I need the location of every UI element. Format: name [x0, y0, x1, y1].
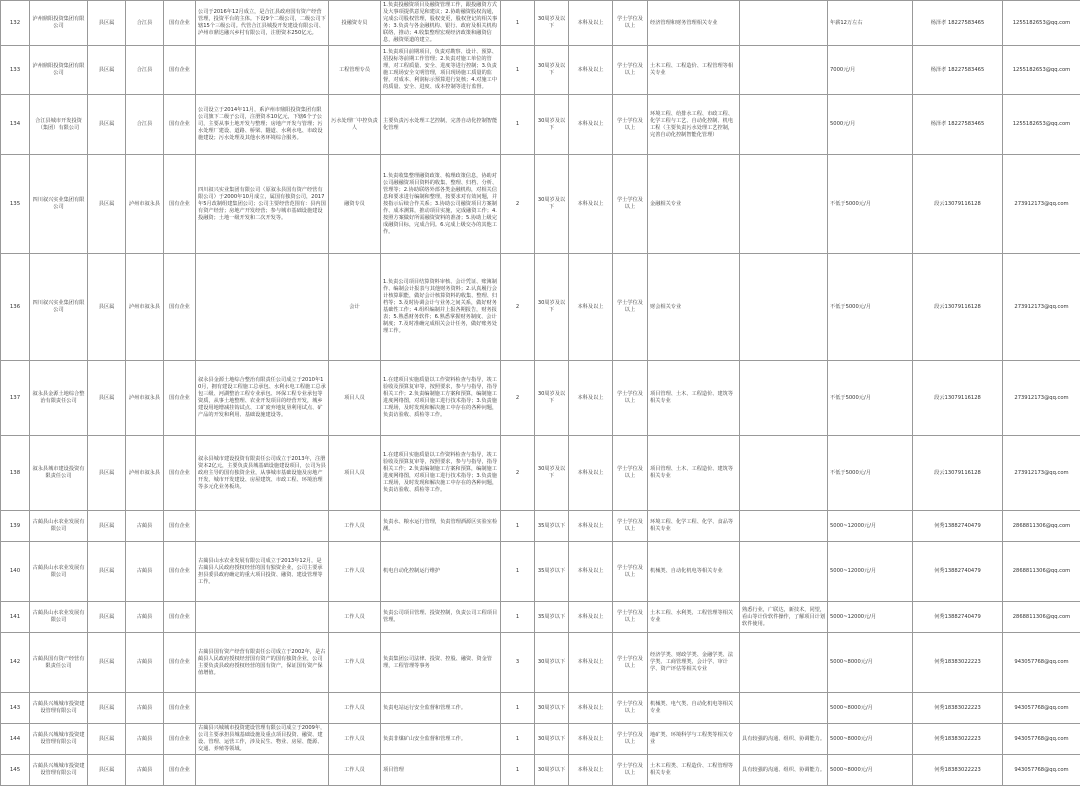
cell-major: 环境工程、给排水工程、市政工程、化学工程与工艺、自动化控制、机电工程（主要负责污水处理工艺控制，完善自动化控制智能化管理） [648, 95, 740, 155]
cell-age: 30周岁及以下 [535, 1, 569, 46]
cell-post: 工作人员 [329, 693, 381, 724]
cell-level: 县区属 [88, 361, 126, 436]
cell-num: 1 [501, 724, 535, 755]
cell-no: 141 [1, 602, 30, 633]
table-row [1, 436, 1080, 511]
cell-edu: 本科及以上 [569, 602, 613, 633]
cell-no: 138 [1, 436, 30, 511]
cell-salary: 5000~12000元/月 [828, 602, 913, 633]
cell-edu: 本科及以上 [569, 1, 613, 46]
cell-no: 143 [1, 693, 30, 724]
cell-no: 134 [1, 95, 30, 155]
cell-major: 项目管理、土木、工程造价、建筑等相关专业 [648, 436, 740, 511]
cell-age: 30周岁及以下 [535, 361, 569, 436]
cell-duty: 负责公司项目管理、投资控制，负责公司工程项目管理。 [381, 602, 501, 633]
table-row [1, 46, 1080, 95]
table-row [1, 511, 1080, 542]
cell-duty: 1.负责公司项目结算资料审核、会计凭证、账簿制作、编制会计报表与其他财务资料；2.认真履行会计核算职能，做好会计核算资料的收集、整理、归档等；3.及时协调会计与业务之间关系，做好财务基础性工作；4.组织编制并上报各期报告，财务报表；5.熟悉财务软件；6.熟悉掌握财务制度、会计制度；7.及时准确完成相关会计任务，做好账务处理工作。 [381, 254, 501, 361]
cell-requirement [740, 633, 828, 693]
cell-email: 1255182653@qq.com [1003, 95, 1080, 155]
cell-edu: 本科及以上 [569, 511, 613, 542]
cell-contact: 何秀18383022223 [913, 633, 1003, 693]
cell-age: 30周岁以下 [535, 693, 569, 724]
cell-contact: 何秀18383022223 [913, 755, 1003, 786]
cell-post: 投融资专员 [329, 1, 381, 46]
cell-location: 古蔺县 [126, 755, 164, 786]
cell-type: 国有企业 [164, 1, 196, 46]
cell-degree: 学士学位及以上 [613, 155, 648, 254]
cell-contact: 何秀13882740479 [913, 542, 1003, 602]
cell-level: 县区属 [88, 693, 126, 724]
cell-salary: 年薪12万左右 [828, 1, 913, 46]
cell-major: 土木工程、水利类、工程管理等相关专业 [648, 602, 740, 633]
cell-major: 环境工程、化学工程、化学、食品等相关专业 [648, 511, 740, 542]
cell-major: 财会相关专业 [648, 254, 740, 361]
cell-contact: 何秀18383022223 [913, 724, 1003, 755]
cell-post: 融资专员 [329, 155, 381, 254]
cell-location: 泸州市叙永县 [126, 254, 164, 361]
cell-email: 1255182653@qq.com [1003, 1, 1080, 46]
cell-num: 2 [501, 436, 535, 511]
cell-level: 县区属 [88, 511, 126, 542]
cell-degree: 学士学位及以上 [613, 633, 648, 693]
cell-email: 273912173@qq.com [1003, 361, 1080, 436]
cell-contact: 何秀18383022223 [913, 693, 1003, 724]
cell-contact: 段云13079116128 [913, 436, 1003, 511]
cell-requirement [740, 1, 828, 46]
cell-salary: 不低于5000元/月 [828, 254, 913, 361]
cell-duty: 1.负责收集整理融资政策、梳理政策信息，协助对公司融融资项目资料的收集、整理、归档、分析、管理等；2.协助联络外部各类金融机构，对相关信息和要求进行编制和整理，按要求对有效问题，并按指示后续合作关系；3.协助公司融资项目方案制作、成本测算，推动项目实施，完成融资工作；4.按照方案做好所需融资资料的准备；5.协助上级完成融资目标，完成合同。6.完成上级交办的其他工作。 [381, 155, 501, 254]
cell-num: 1 [501, 1, 535, 46]
cell-unit: 古蔺县兴城城市投资建设管理有限公司 [30, 693, 88, 724]
cell-requirement [740, 95, 828, 155]
cell-contact: 段云13079116128 [913, 155, 1003, 254]
cell-degree: 学士学位及以上 [613, 602, 648, 633]
cell-email: 943057768@qq.com [1003, 633, 1080, 693]
cell-age: 30周岁及以下 [535, 95, 569, 155]
cell-salary: 不低于5000元/月 [828, 436, 913, 511]
cell-unit: 四川叙兴实业集团有限公司 [30, 254, 88, 361]
cell-contact: 何秀13882740479 [913, 511, 1003, 542]
cell-contact: 杨泽孝 18227583465 [913, 1, 1003, 46]
cell-contact: 何秀13882740479 [913, 602, 1003, 633]
cell-intro: 公司于2016年12月成立，是合江县政府国有资产经营管理，投资平台的主体。下设9个二级公司，二级公司下辖15个三级公司。代管合江县城投开发建设有限公司、泸州市鼎达融兴乡村有限公司，注册资本250亿元。 [196, 1, 329, 46]
cell-location: 合江县 [126, 95, 164, 155]
cell-edu: 本科及以上 [569, 436, 613, 511]
cell-requirement [740, 254, 828, 361]
cell-requirement [740, 361, 828, 436]
table-row [1, 95, 1080, 155]
cell-intro [196, 254, 329, 361]
cell-major: 机械类、电气类、自动化机电等相关专业 [648, 693, 740, 724]
cell-location: 合江县 [126, 1, 164, 46]
cell-email: 943057768@qq.com [1003, 724, 1080, 755]
cell-post: 项目人员 [329, 436, 381, 511]
cell-location: 泸州市叙永县 [126, 436, 164, 511]
cell-age: 30周岁及以下 [535, 46, 569, 95]
cell-degree: 学士学位及以上 [613, 724, 648, 755]
cell-intro [196, 693, 329, 724]
cell-unit: 泸州鼎阳投资集团有限公司 [30, 1, 88, 46]
cell-age: 30周岁以下 [535, 724, 569, 755]
cell-post: 工程管理专员 [329, 46, 381, 95]
cell-duty: 1.负责投融资项目及融资管理工作，跟投融资方式及大事项提供意见和建议；2.协助融资股权沟通，完成公司股权管理，股权变更，股权登记的相关事务；3.负责与各金融机构、银行、政府及相关机构联络，推动；4.收集整理宏观经济政策和融资信息，融资渠道的建立。 [381, 1, 501, 46]
cell-location: 古蔺县 [126, 724, 164, 755]
cell-intro [196, 46, 329, 95]
cell-email: 273912173@qq.com [1003, 254, 1080, 361]
cell-type: 国有企业 [164, 693, 196, 724]
cell-duty: 项目管理 [381, 755, 501, 786]
cell-email: 943057768@qq.com [1003, 693, 1080, 724]
cell-intro [196, 755, 329, 786]
cell-unit: 古蔺县兴城城市投资建设管理有限公司 [30, 755, 88, 786]
cell-salary: 7000元/月 [828, 46, 913, 95]
cell-type: 国有企业 [164, 361, 196, 436]
cell-no: 142 [1, 633, 30, 693]
cell-age: 35周岁以下 [535, 511, 569, 542]
cell-intro: 四川叙兴实业集团有限公司（原叙永县国有资产经营有限公司）于2000年10月成立，属国有独资公司，2017年5月改制组建集团公司；公司主要经营范围有：县内国有资产经营；房地产开发经营；参与城市基础设施建设投融资；土地一级开发和二次开发等。 [196, 155, 329, 254]
cell-email: 943057768@qq.com [1003, 755, 1080, 786]
cell-duty: 机电自动化控制运行维护 [381, 542, 501, 602]
cell-num: 1 [501, 511, 535, 542]
cell-requirement: 熟悉行业，广联达，新技术，同望，看山等计价软件操作，了解项目计划软件使用。 [740, 602, 828, 633]
cell-requirement [740, 511, 828, 542]
cell-requirement [740, 436, 828, 511]
cell-type: 国有企业 [164, 254, 196, 361]
cell-no: 136 [1, 254, 30, 361]
cell-email: 273912173@qq.com [1003, 436, 1080, 511]
cell-age: 30周岁及以下 [535, 254, 569, 361]
cell-salary: 5000元/月 [828, 95, 913, 155]
cell-location: 古蔺县 [126, 511, 164, 542]
cell-post: 工作人员 [329, 542, 381, 602]
cell-location: 古蔺县 [126, 542, 164, 602]
cell-intro: 古蔺县国有资产经营有限责任公司成立于2002年，是古蔺县人民政府授权经营国有资产的国有独资企业，公司主要负责县政府授权经营的国有资产，保证国有资产保值增值。 [196, 633, 329, 693]
cell-type: 国有企业 [164, 633, 196, 693]
cell-age: 35周岁以下 [535, 542, 569, 602]
cell-num: 2 [501, 254, 535, 361]
cell-level: 县区属 [88, 436, 126, 511]
cell-type: 国有企业 [164, 95, 196, 155]
cell-edu: 本科及以上 [569, 254, 613, 361]
cell-major: 地矿类、环境科学与工程类等相关专业 [648, 724, 740, 755]
cell-salary: 5000~12000元/月 [828, 542, 913, 602]
cell-unit: 泸州鼎阳投资集团有限公司 [30, 46, 88, 95]
cell-major: 经济管理和财务管理相关专业 [648, 1, 740, 46]
cell-type: 国有企业 [164, 755, 196, 786]
cell-intro: 叙永县城市建设投资有限责任公司成立于2013年，注册资本2亿元，主要负责县城基础设施建设项目，公司为县政府主导的国有独资企业，从事城市基础设施及房地产开发、城市开发建设、房屋建筑、市政工程、环境治理等多元化业务板块。 [196, 436, 329, 511]
cell-requirement: 具有较强的沟通、组织、协调能力。 [740, 755, 828, 786]
cell-post: 工作人员 [329, 724, 381, 755]
cell-duty: 负责非煤矿山安全监督和管理工作。 [381, 724, 501, 755]
cell-requirement [740, 542, 828, 602]
table-row [1, 633, 1080, 693]
cell-edu: 本科及以上 [569, 95, 613, 155]
cell-post: 会计 [329, 254, 381, 361]
cell-level: 县区属 [88, 724, 126, 755]
cell-level: 县区属 [88, 542, 126, 602]
cell-unit: 四川叙兴实业集团有限公司 [30, 155, 88, 254]
cell-requirement: 具有较强的沟通、组织、协调能力。 [740, 724, 828, 755]
cell-edu: 本科及以上 [569, 46, 613, 95]
cell-duty: 负责电站运行安全监督和管理工作。 [381, 693, 501, 724]
cell-type: 国有企业 [164, 46, 196, 95]
cell-no: 137 [1, 361, 30, 436]
cell-level: 县区属 [88, 155, 126, 254]
cell-edu: 本科及以上 [569, 542, 613, 602]
cell-location: 古蔺县 [126, 693, 164, 724]
cell-no: 145 [1, 755, 30, 786]
cell-level: 县区属 [88, 602, 126, 633]
cell-unit: 古蔺县国有资产经营有限责任公司 [30, 633, 88, 693]
cell-edu: 本科及以上 [569, 155, 613, 254]
cell-num: 1 [501, 46, 535, 95]
cell-major: 土木工程类、工程造价、工程管理等相关专业 [648, 755, 740, 786]
table-row [1, 693, 1080, 724]
table-row [1, 542, 1080, 602]
cell-requirement [740, 693, 828, 724]
cell-type: 国有企业 [164, 602, 196, 633]
cell-degree: 学士学位及以上 [613, 1, 648, 46]
cell-salary: 不低于5000元/月 [828, 361, 913, 436]
cell-major: 金融相关专业 [648, 155, 740, 254]
cell-type: 国有企业 [164, 155, 196, 254]
cell-degree: 学士学位及以上 [613, 542, 648, 602]
table-row [1, 1, 1080, 46]
cell-email: 2868811306@qq.com [1003, 602, 1080, 633]
cell-no: 132 [1, 1, 30, 46]
cell-unit: 古蔺县山水农业发展有限公司 [30, 542, 88, 602]
cell-level: 县区属 [88, 633, 126, 693]
cell-age: 35周岁以下 [535, 602, 569, 633]
cell-no: 139 [1, 511, 30, 542]
cell-salary: 5000~8000元/月 [828, 633, 913, 693]
cell-email: 1255182653@qq.com [1003, 46, 1080, 95]
cell-contact: 段云13079116128 [913, 254, 1003, 361]
cell-edu: 本科及以上 [569, 633, 613, 693]
cell-salary: 5000~8000元/月 [828, 693, 913, 724]
cell-degree: 学士学位及以上 [613, 693, 648, 724]
cell-unit: 古蔺县兴城城市投资建设管理有限公司 [30, 724, 88, 755]
cell-num: 1 [501, 542, 535, 602]
cell-unit: 合江县城市开发投资（集团）有限公司 [30, 95, 88, 155]
cell-unit: 古蔺县山水农业发展有限公司 [30, 511, 88, 542]
table-row [1, 361, 1080, 436]
cell-post: 工作人员 [329, 633, 381, 693]
cell-intro: 叙永县金源土地综合整治有限责任公司成立于2010年10月，拥有建设工程施工总承包、水利水电工程施工总承包三级、河湖整治工程专业承包、环保工程专业承包等资质，从事土地整理、农业开发项目的经营开发，城乡建设用地增减挂钩试点、工矿废弃地复垦利用试点、矿产品的开发和利用、基础设施建设等。 [196, 361, 329, 436]
cell-intro: 古蔺县山水农业发展有限公司成立于2013年12月，是古蔺县人民政府授权经营的国有独资企业，公司主要承担县委县政府确定的重大项目投资、融资、建设管理等工作。 [196, 542, 329, 602]
cell-degree: 学士学位及以上 [613, 254, 648, 361]
cell-post: 项目人员 [329, 361, 381, 436]
cell-edu: 本科及以上 [569, 755, 613, 786]
table-row [1, 724, 1080, 755]
cell-salary: 不低于5000元/月 [828, 155, 913, 254]
cell-major: 经济学类、财政学类、金融学类、法学类、工商管理类、会计学、审计学、资产评估等相关专业 [648, 633, 740, 693]
cell-degree: 学士学位及以上 [613, 361, 648, 436]
cell-location: 古蔺县 [126, 602, 164, 633]
cell-num: 3 [501, 633, 535, 693]
cell-intro: 古蔺县兴城城市投资建设管理有限公司成立于2009年，公司主要承担县城基础设施及重点项目投资、融资、建设、管理、运营工作，涉及民生、物业、房屋、能源、交通、养殖等领域。 [196, 724, 329, 755]
cell-level: 县区属 [88, 254, 126, 361]
cell-unit: 叙永县金源土地综合整治有限责任公司 [30, 361, 88, 436]
cell-age: 30周岁及以下 [535, 436, 569, 511]
cell-post: 工作人员 [329, 602, 381, 633]
cell-level: 县区属 [88, 755, 126, 786]
cell-no: 135 [1, 155, 30, 254]
cell-unit: 叙永县城市建设投资有限责任公司 [30, 436, 88, 511]
cell-degree: 学士学位及以上 [613, 46, 648, 95]
cell-salary: 5000~12000元/月 [828, 511, 913, 542]
cell-post: 工作人员 [329, 511, 381, 542]
cell-intro: 公司设立于2014年11月，系泸州市鼎阳投资集团有限公司旗下二级子公司，注册资本10亿元，下辖6个子公司，主要从事土地开发与整理；房地产开发与管理；污水处理厂建设、道路、桥梁、隧道、水利水电、市政设施建设；污水处理及其他水务环境综合服务。 [196, 95, 329, 155]
cell-num: 1 [501, 95, 535, 155]
cell-age: 30周岁以下 [535, 755, 569, 786]
cell-contact: 段云13079116128 [913, 361, 1003, 436]
cell-num: 1 [501, 693, 535, 724]
cell-salary: 5000~8000元/月 [828, 724, 913, 755]
cell-num: 1 [501, 755, 535, 786]
cell-degree: 学士学位及以上 [613, 95, 648, 155]
cell-age: 30周岁及以下 [535, 155, 569, 254]
cell-no: 144 [1, 724, 30, 755]
cell-contact: 杨泽孝 18227583465 [913, 46, 1003, 95]
table-row [1, 155, 1080, 254]
cell-degree: 学士学位及以上 [613, 755, 648, 786]
cell-degree: 学士学位及以上 [613, 436, 648, 511]
cell-duty: 主要负责污水处理工艺控制，完善自动化控制智能化管理 [381, 95, 501, 155]
cell-edu: 本科及以上 [569, 361, 613, 436]
cell-requirement [740, 46, 828, 95]
cell-location: 泸州市叙永县 [126, 361, 164, 436]
cell-salary: 5000~8000元/月 [828, 755, 913, 786]
cell-requirement [740, 155, 828, 254]
cell-edu: 本科及以上 [569, 724, 613, 755]
table-row [1, 254, 1080, 361]
cell-no: 133 [1, 46, 30, 95]
cell-location: 合江县 [126, 46, 164, 95]
cell-email: 273912173@qq.com [1003, 155, 1080, 254]
cell-email: 2868811306@qq.com [1003, 542, 1080, 602]
cell-intro [196, 602, 329, 633]
cell-major: 项目管理、土木、工程造价、建筑等相关专业 [648, 361, 740, 436]
cell-num: 2 [501, 361, 535, 436]
cell-duty: 负责水、粮水运行管理，负责管理酒源区实验室检测。 [381, 511, 501, 542]
cell-email: 2868811306@qq.com [1003, 511, 1080, 542]
cell-age: 30周岁以下 [535, 633, 569, 693]
cell-type: 国有企业 [164, 724, 196, 755]
table-row [1, 755, 1080, 786]
cell-duty: 1.在建项目实施质量以工作资料检查与指导，竣工验收及预算复审等，按照要求，参与与指导，指导相关工作；2.负责编制施工方案和预算，编制施工进度网络图，对项目施工进行技术指导；3.负责施工现场，及时发现和解决施工中存在的各种问题，负责访验收、质检等工作。 [381, 361, 501, 436]
cell-type: 国有企业 [164, 542, 196, 602]
cell-duty: 1.在建项目实施质量以工作资料检查与指导，竣工验收及预算复审等，按照要求，参与与指导，指导相关工作；2.负责编制施工方案和预算，编制施工进度网络图，对项目施工进行技术指导；3.负责施工现场，及时发现和解决施工中存在的各种问题，负责访验收、质检等工作。 [381, 436, 501, 511]
cell-level: 县区属 [88, 1, 126, 46]
cell-major: 机械类、自动化机电等相关专业 [648, 542, 740, 602]
cell-num: 1 [501, 602, 535, 633]
cell-degree: 学士学位及以上 [613, 511, 648, 542]
cell-location: 古蔺县 [126, 633, 164, 693]
table-row [1, 602, 1080, 633]
cell-major: 土木工程、工程造价、工程管理等相关专业 [648, 46, 740, 95]
cell-post: 工作人员 [329, 755, 381, 786]
cell-type: 国有企业 [164, 511, 196, 542]
cell-unit: 古蔺县山水农业发展有限公司 [30, 602, 88, 633]
cell-edu: 本科及以上 [569, 693, 613, 724]
cell-no: 140 [1, 542, 30, 602]
cell-type: 国有企业 [164, 436, 196, 511]
cell-num: 2 [501, 155, 535, 254]
cell-level: 县区属 [88, 46, 126, 95]
cell-duty: 1.负责项目前期项目，负责对勘察、设计、预算、招投标等前期工作管理；2.负责对施工单位的管理，对工程质量、安全、进度等进行控制；3.负责施工现场安全文明管理，项目现场施工质量的监督，对成本、利润标示预算进行复核；4.对施工中的质量、安全、进度、成本控制等进行监督。 [381, 46, 501, 95]
cell-post: 污水处理厂中控负责人 [329, 95, 381, 155]
cell-contact: 杨泽孝 18227583465 [913, 95, 1003, 155]
cell-intro [196, 511, 329, 542]
cell-level: 县区属 [88, 95, 126, 155]
cell-location: 泸州市叙永县 [126, 155, 164, 254]
cell-duty: 负责集团公司法律、投资、控股、融资、资金管理，工程管理等事务 [381, 633, 501, 693]
